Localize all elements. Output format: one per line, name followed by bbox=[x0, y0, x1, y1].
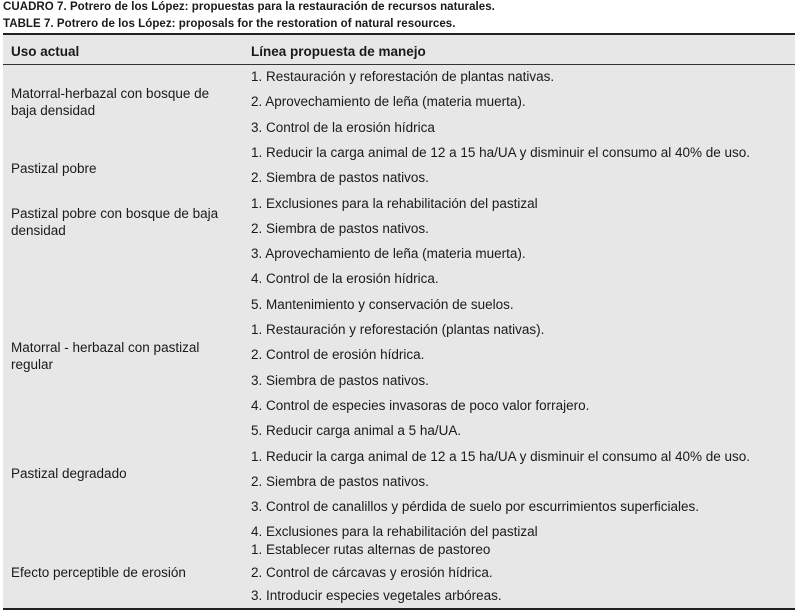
proposal-line: 5. Reducir carga animal a 5 ha/UA. bbox=[251, 423, 462, 438]
proposal-line: 5. Mantenimiento y conservación de suelos. bbox=[251, 297, 514, 312]
proposal-line: 2. Aprovechamiento de leña (materia muerta). bbox=[251, 94, 526, 109]
caption-spanish: CUADRO 7. Potrero de los López: propuestas para la restauración de recursos naturales. bbox=[3, 1, 495, 13]
uso-cell: Matorral - herbazal con pastizal regular bbox=[11, 340, 200, 372]
uso-cell: Pastizal pobre con bosque de baja densidad bbox=[11, 206, 219, 238]
proposal-line: 3. Control de canalillos y pérdida de suelo por escurrimientos superficiales. bbox=[251, 499, 699, 514]
uso-cell: Efecto perceptible de erosión bbox=[11, 565, 186, 580]
proposal-line: 1. Reducir la carga animal de 12 a 15 ha/UA y disminuir el consumo al 40% de uso. bbox=[251, 449, 751, 464]
proposal-line: 1. Restauración y reforestación (plantas nativas). bbox=[251, 322, 545, 337]
proposal-line: 2. Siembra de pastos nativos. bbox=[251, 170, 429, 185]
proposal-line: 2. Control de erosión hídrica. bbox=[251, 347, 425, 362]
proposal-line: 3. Control de la erosión hídrica bbox=[251, 120, 435, 135]
header-divider bbox=[3, 64, 795, 65]
proposal-line: 3. Aprovechamiento de leña (materia muerta). bbox=[251, 246, 526, 261]
proposal-line: 1. Restauración y reforestación de plantas nativas. bbox=[251, 69, 555, 84]
proposal-line: 2. Siembra de pastos nativos. bbox=[251, 474, 429, 489]
proposal-line: 1. Exclusiones para la rehabilitación del pastizal bbox=[251, 196, 538, 211]
table bbox=[3, 33, 795, 610]
uso-cell: Pastizal degradado bbox=[11, 466, 127, 481]
caption-english: TABLE 7. Potrero de los López: proposals for the restoration of natural resources. bbox=[3, 18, 456, 30]
uso-cell: Matorral-herbazal con bosque de baja densidad bbox=[11, 86, 210, 118]
proposal-line: 1. Reducir la carga animal de 12 a 15 ha/UA y disminuir el consumo al 40% de uso. bbox=[251, 145, 751, 160]
proposal-line: 4. Control de la erosión hídrica. bbox=[251, 271, 439, 286]
uso-cell: Pastizal pobre bbox=[11, 161, 97, 176]
proposal-line: 1. Establecer rutas alternas de pastoreo bbox=[251, 542, 491, 557]
header-linea-propuesta: Línea propuesta de manejo bbox=[251, 44, 426, 59]
proposal-line: 3. Introducir especies vegetales arbóreas. bbox=[251, 588, 502, 603]
header-uso-actual: Uso actual bbox=[11, 44, 80, 59]
proposal-line: 4. Control de especies invasoras de poco valor forrajero. bbox=[251, 398, 590, 413]
proposal-line: 2. Siembra de pastos nativos. bbox=[251, 221, 429, 236]
proposal-line: 2. Control de cárcavas y erosión hídrica. bbox=[251, 565, 493, 580]
proposal-line: 4. Exclusiones para la rehabilitación del pastizal bbox=[251, 524, 538, 539]
proposal-line: 3. Siembra de pastos nativos. bbox=[251, 373, 429, 388]
